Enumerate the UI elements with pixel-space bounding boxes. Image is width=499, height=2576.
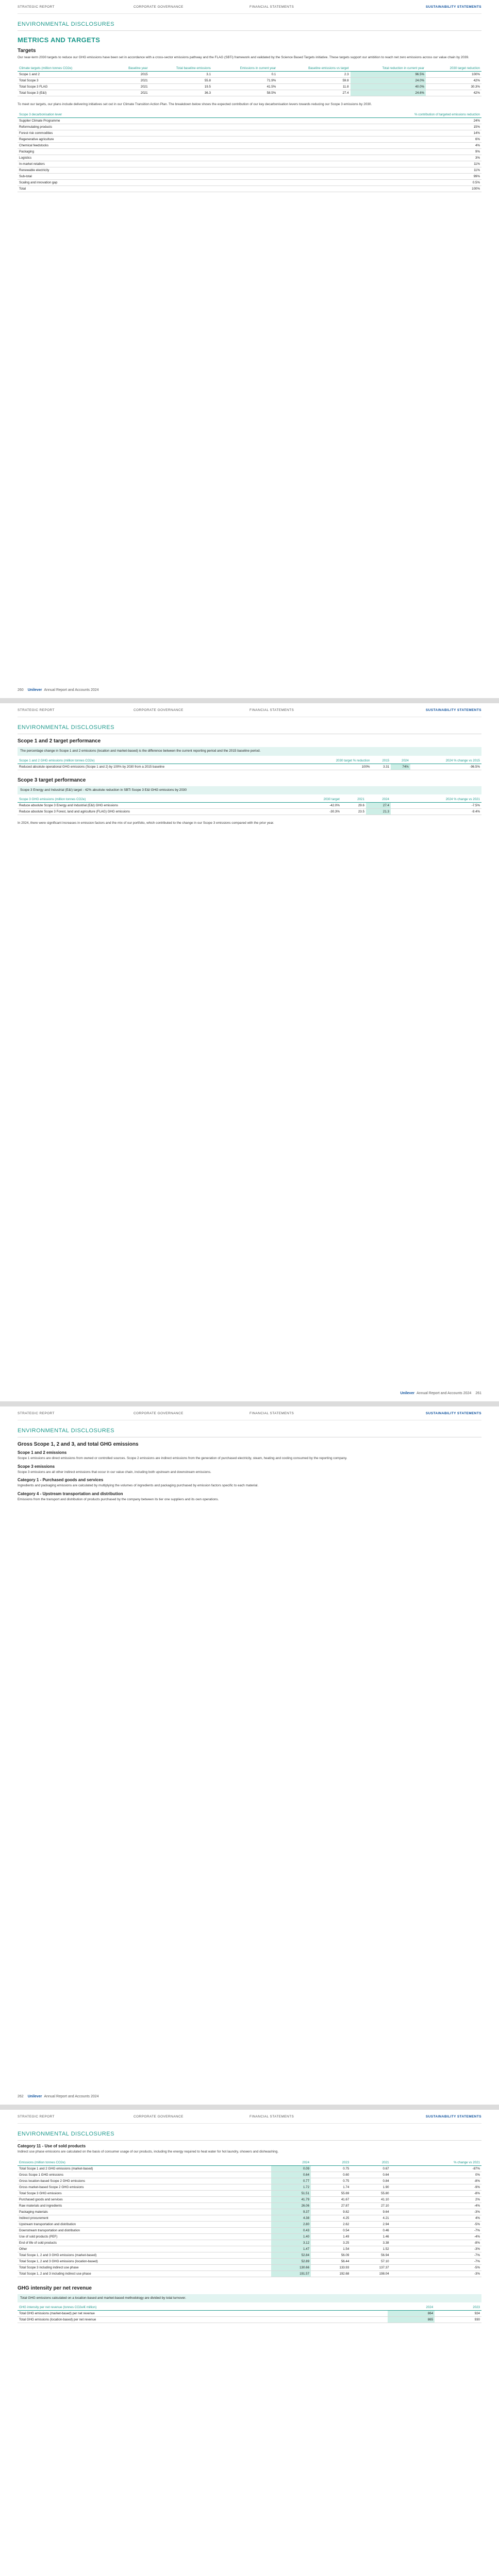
table-header: Scope 3 GHG emissions (million tonnes CO2e) xyxy=(18,796,294,803)
report-page-261 xyxy=(0,703,499,1401)
report-name: Annual Report and Accounts 2024 xyxy=(44,688,99,692)
table-row: Sub-total 99% xyxy=(18,174,481,180)
nav-financial-statements[interactable]: FINANCIAL STATEMENTS xyxy=(250,2114,294,2119)
table-row: Total Scope 1, 2 and 3 GHG emissions (market-based) 52.84 56.09 56.94 -7% xyxy=(18,2252,481,2258)
nav-strategic-report[interactable]: STRATEGIC REPORT xyxy=(18,1411,55,1415)
table-row: Upstream transportation and distribution 2.80 2.62 2.94 -5% xyxy=(18,2221,481,2227)
top-nav xyxy=(18,0,481,14)
table-row: Total Scope 3 including indirect use phase 130.66 133.93 137.37 -5% xyxy=(18,2264,481,2270)
top-nav xyxy=(18,2110,481,2124)
table-row: Reduce absolute Scope 3 Forest, land and agriculture (FLAG) GHG emissions -30.3% 23.5 21.3 -9.4% xyxy=(18,809,481,815)
table-header: 2023 xyxy=(311,2160,351,2166)
table-row: Regenerative agriculture 6% xyxy=(18,137,481,143)
table-row: Total Scope 1, 2 and 3 GHG emissions (location-based) 52.89 56.44 57.10 -7% xyxy=(18,2258,481,2264)
table-row: Chemical feedstocks 4% xyxy=(18,143,481,149)
table-row: In-market retailers 11% xyxy=(18,161,481,167)
block-text: Scope 3 emissions are all other indirect emissions that occur in our value chain, including both upstream and downstream emissions. xyxy=(18,1470,211,1474)
brand-name: Unilever xyxy=(27,2095,42,2098)
page-number: 262 xyxy=(18,2095,24,2098)
page-subtitle: Gross Scope 1, 2 and 3, and total GHG emissions xyxy=(18,1442,139,1447)
nav-strategic-report[interactable]: STRATEGIC REPORT xyxy=(18,5,55,9)
nav-sustainability-statements[interactable]: SUSTAINABILITY STATEMENTS xyxy=(425,5,481,9)
nav-strategic-report[interactable]: STRATEGIC REPORT xyxy=(18,2114,55,2119)
scope-1-2-table xyxy=(18,758,481,770)
page-number: 261 xyxy=(475,1392,481,1395)
info-box: Total GHG emissions calculated on a location-based and market-based methodology are divided by total turnover. xyxy=(18,2294,481,2303)
page-footer xyxy=(18,2095,481,2098)
report-page-262 xyxy=(0,1406,499,2105)
table-row: Downstream transportation and distribution 0.43 0.54 0.46 -7% xyxy=(18,2227,481,2233)
emissions-table xyxy=(18,2160,481,2277)
intensity-title: GHG intensity per net revenue xyxy=(18,2285,92,2291)
table-header: 2030 target xyxy=(294,796,341,803)
brand-name: Unilever xyxy=(400,1392,415,1395)
block-text: Emissions from the transport and distribution of products purchased by the company between its tier one suppliers and its own operations. xyxy=(18,1497,219,1501)
table-row: Reformulating products 15% xyxy=(18,124,481,130)
table-row: Total Scope 3 GHG emissions 51.51 55.69 55.80 -8% xyxy=(18,2190,481,2196)
nav-financial-statements[interactable]: FINANCIAL STATEMENTS xyxy=(250,5,294,9)
scope-3-table xyxy=(18,796,481,815)
block-heading: Category 1 - Purchased goods and services xyxy=(18,1478,104,1483)
report-name: Annual Report and Accounts 2024 xyxy=(44,2095,99,2098)
page-title: METRICS AND TARGETS xyxy=(18,36,101,44)
table-header: Emissions in current year xyxy=(212,65,277,72)
table-header: 2021 xyxy=(351,2160,390,2166)
table-header: 2021 xyxy=(341,796,366,803)
category-text: Indirect use phase emissions are calculated on the basis of consumer usage of our products, including the energy required to heat water for hot laundry, showers and dishwashing. xyxy=(18,2150,279,2154)
brand-name: Unilever xyxy=(27,688,42,692)
block-heading: Category 4 - Upstream transportation and distribution xyxy=(18,1491,123,1496)
section-heading: ENVIRONMENTAL DISCLOSURES xyxy=(18,1428,481,1437)
table-row: End of life of sold products 3.12 3.25 3.38 -8% xyxy=(18,2240,481,2246)
table-row: Total GHG emissions (market-based) per net revenue 864 924 xyxy=(18,2311,481,2317)
scope-3-title: Scope 3 target performance xyxy=(18,777,86,783)
table-row: Packaging materials 9.37 9.82 9.64 -3% xyxy=(18,2209,481,2215)
table-header: Climate targets (million tonnes CO2e) xyxy=(18,65,112,72)
table-row: Total Scope 3 2021 55.8 71.9% 59.8 24.0% 42% xyxy=(18,77,481,83)
table-row: Total Scope 3 (E&I) 2021 36.3 58.5% 27.4 24.6% 42% xyxy=(18,90,481,96)
info-box: Scope 3 Energy and Industrial (E&I) target - 42% absolute reduction in SBTi Scope 3 E&I GHG emissions by 2030 xyxy=(18,786,481,795)
table-row: Renewable electricity 11% xyxy=(18,167,481,174)
table-header: Scope 1 and 2 GHG emissions (million tonnes CO2e) xyxy=(18,758,301,764)
table-header: GHG intensity per net revenue (tonnes CO2e/€ million) xyxy=(18,2304,388,2311)
intro-paragraph: Our near-term 2030 targets to reduce our GHG emissions have been set in accordance with a cross-sector emissions pathway and the FLAG (SBTi) framework and validated by the Science Based Targets initiative. These targets support our ambition to reach net zero emissions across our value chain by 2039. xyxy=(18,56,469,59)
intensity-table xyxy=(18,2304,481,2323)
table-header: % change vs 2021 xyxy=(391,2160,481,2166)
info-box: The percentage change in Scope 1 and 2 emissions (location and market-based) is the difference between the current reporting period and the 2015 baseline period. xyxy=(18,747,481,756)
table-header: 2015 xyxy=(371,758,391,764)
table-header: 2024 xyxy=(391,758,410,764)
block-text: Scope 1 emissions are direct emissions from owned or controlled sources. Scope 2 emissions are indirect emissions from the generation of purchased electricity, steam, heating and cooling consumed by the reporting company. xyxy=(18,1456,347,1460)
table-header: 2024 % change vs 2021 xyxy=(391,796,481,803)
nav-sustainability-statements[interactable]: SUSTAINABILITY STATEMENTS xyxy=(425,708,481,712)
table-row: Reduced absolute operational GHG emissions (Scope 1 and 2) by 100% by 2030 from a 2015 baseline 100% 3.31 74% -96.5% xyxy=(18,764,481,770)
body-paragraph: In 2024, there were significant increases in emission factors and the mix of our portfolio, which contributed to the change in our Scope 3 emissions compared with the prior year. xyxy=(18,821,274,825)
category-title: Category 11 - Use of sold products xyxy=(18,2144,86,2148)
top-nav xyxy=(18,1406,481,1420)
body-paragraph: To meet our targets, our plans include delivering initiatives set out in our Climate Transition Action Plan. The breakdown below shows the expected contribution of our key decarbonisation levers towards reducing our Scope 3 emissions by 2030. xyxy=(18,102,372,106)
table-header: Baseline year xyxy=(112,65,149,72)
climate-targets-table xyxy=(18,65,481,96)
nav-financial-statements[interactable]: FINANCIAL STATEMENTS xyxy=(250,1411,294,1415)
table-row: Reduce absolute Scope 3 Energy and Industrial (E&I) GHG emissions -42.0% 29.6 27.4 -7.5% xyxy=(18,803,481,809)
table-row: Gross Scope 1 GHG emissions 0.64 0.60 0.64 0% xyxy=(18,2172,481,2178)
table-row: Gross market-based Scope 2 GHG emissions 1.72 1.74 1.90 -9% xyxy=(18,2184,481,2190)
table-row: Total GHG emissions (location-based) per net revenue 865 930 xyxy=(18,2317,481,2323)
report-name: Annual Report and Accounts 2024 xyxy=(417,1392,472,1395)
nav-strategic-report[interactable]: STRATEGIC REPORT xyxy=(18,708,55,712)
table-row: Total Scope 3 FLAG 2021 19.5 41.5% 11.8 40.0% 30.3% xyxy=(18,83,481,90)
table-row: Raw materials and ingredients 26.06 27.87 27.10 -4% xyxy=(18,2202,481,2209)
table-row: Forest risk commodities 14% xyxy=(18,130,481,137)
table-row: Use of sold products (PEF) 1.40 1.49 1.46 -4% xyxy=(18,2233,481,2240)
page-subtitle: Scope 1 and 2 target performance xyxy=(18,738,101,744)
section-heading: ENVIRONMENTAL DISCLOSURES xyxy=(18,724,481,734)
report-page-263 xyxy=(0,2110,499,2576)
table-header: 2030 target reduction xyxy=(426,65,481,72)
table-row: Total Scope 1, 2 and 3 including indirect use phase 191.57 192.68 198.04 -3% xyxy=(18,2270,481,2277)
section-heading: ENVIRONMENTAL DISCLOSURES xyxy=(18,2131,481,2141)
page-subtitle: Targets xyxy=(18,48,36,54)
table-row: Total 100% xyxy=(18,186,481,192)
block-text: Ingredients and packaging emissions are calculated by multiplying the volumes of ingredients and packaging purchased by emission factors specific to each material. xyxy=(18,1484,259,1488)
table-header: 2024 xyxy=(388,2304,435,2311)
table-row: Scaling and innovation gap 0.5% xyxy=(18,180,481,186)
page-number: 260 xyxy=(18,688,24,692)
nav-corporate-governance[interactable]: CORPORATE GOVERNANCE xyxy=(134,2114,184,2119)
section-heading: ENVIRONMENTAL DISCLOSURES xyxy=(18,21,481,31)
block-heading: Scope 1 and 2 emissions xyxy=(18,1450,67,1455)
table-row: Logistics 3% xyxy=(18,155,481,161)
nav-sustainability-statements[interactable]: SUSTAINABILITY STATEMENTS xyxy=(425,1411,481,1415)
top-nav xyxy=(18,703,481,717)
table-header: 2024 xyxy=(366,796,391,803)
table-header: 2023 xyxy=(435,2304,481,2311)
table-row: Total Scope 1 and 2 GHG emissions (market-based) 0.09 0.75 0.67 -87% xyxy=(18,2165,481,2172)
table-header: Total reduction in current year xyxy=(351,65,426,72)
report-page-260 xyxy=(0,0,499,698)
table-header: Scope 3 decarbonisation lever xyxy=(18,112,204,118)
table-row: Indirect procurement 4.38 4.25 4.21 4% xyxy=(18,2215,481,2221)
table-row: Supplier Climate Programme 24% xyxy=(18,118,481,124)
table-header: Emissions (million tonnes CO2e) xyxy=(18,2160,271,2166)
nav-financial-statements[interactable]: FINANCIAL STATEMENTS xyxy=(250,708,294,712)
table-row: Scope 1 and 2 2015 3.1 0.1 2.3 96.5% 100% xyxy=(18,71,481,77)
nav-corporate-governance[interactable]: CORPORATE GOVERNANCE xyxy=(134,5,184,9)
table-row: Purchased goods and services 41.79 41.67 41.10 2% xyxy=(18,2196,481,2202)
table-header: 2030 target % reduction xyxy=(301,758,372,764)
levers-table xyxy=(18,112,481,192)
table-row: Packaging 9% xyxy=(18,149,481,155)
table-row: Gross location-based Scope 2 GHG emissions 0.77 0.75 0.84 -8% xyxy=(18,2178,481,2184)
table-header: Total baseline emissions xyxy=(149,65,212,72)
table-header: % contribution of targeted emissions reduction xyxy=(204,112,481,118)
table-header: 2024 % change vs 2015 xyxy=(410,758,481,764)
nav-corporate-governance[interactable]: CORPORATE GOVERNANCE xyxy=(134,1411,184,1415)
table-header: 2024 xyxy=(271,2160,311,2166)
table-row: Other 1.47 1.54 1.52 -3% xyxy=(18,2246,481,2252)
nav-corporate-governance[interactable]: CORPORATE GOVERNANCE xyxy=(134,708,184,712)
page-footer xyxy=(18,1392,481,1395)
block-heading: Scope 3 emissions xyxy=(18,1464,55,1469)
page-footer xyxy=(18,688,481,692)
table-header: Baseline emissions vs target xyxy=(277,65,350,72)
nav-sustainability-statements[interactable]: SUSTAINABILITY STATEMENTS xyxy=(425,2114,481,2119)
